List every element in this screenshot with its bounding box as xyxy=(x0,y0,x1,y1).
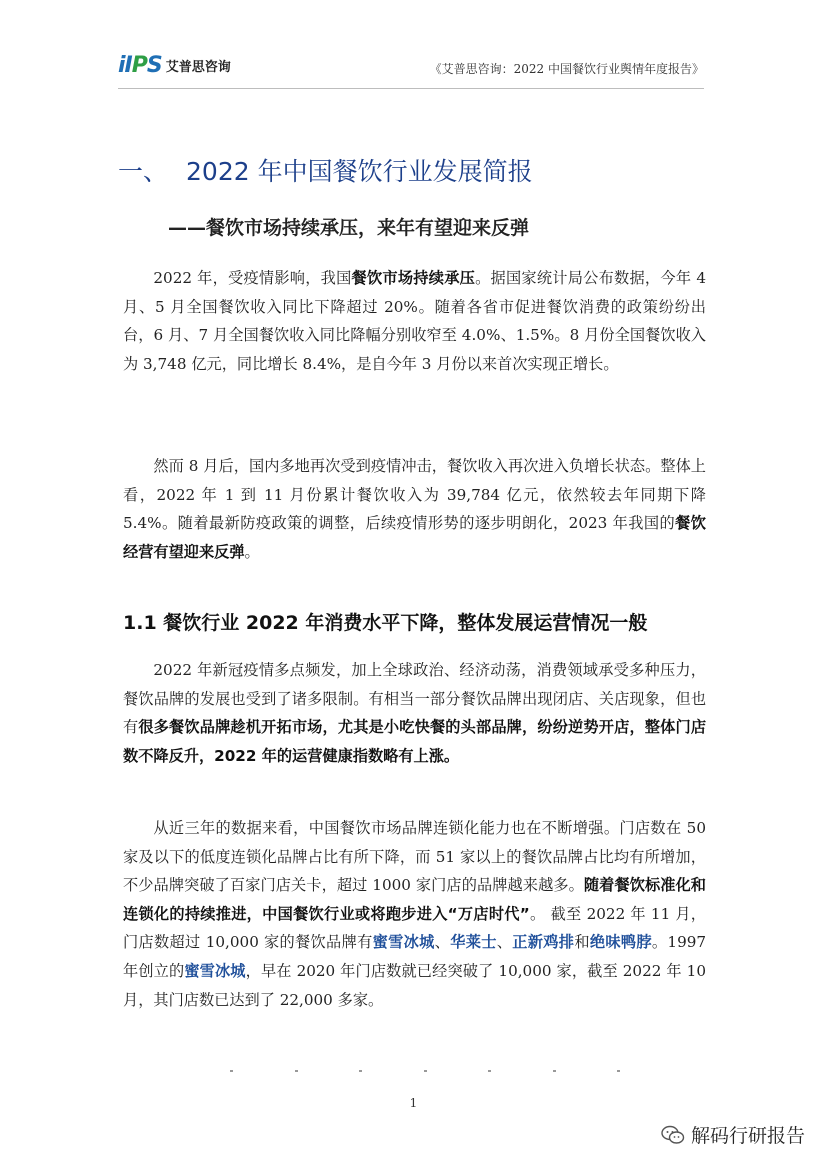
wechat-account-name: 解码行研报告 xyxy=(690,1125,805,1147)
brand-name: 华莱士 xyxy=(450,933,497,952)
page-number: 1 xyxy=(409,1096,418,1110)
body-text: 2022 年，受疫情影响，我国 xyxy=(153,269,352,287)
body-text: 。据国家统计局公布数据，今年 4 月、5 月全国餐饮收入同比下降超过 20%。随着各省市促进餐饮消费的政策纷纷出台，6 月、7 月全国餐饮收入同比降幅分别收窄至 4.0%、1.5%。8 月份全国餐饮收入为 3,748 亿元，同比增长 8.4%，是自今年 3 月份以来首次实现正增长。 xyxy=(123,269,706,373)
paragraph-2 xyxy=(123,452,706,566)
body-text: 。 xyxy=(244,542,260,561)
body-text: 然而 8 月后，国内多地再次受到疫情冲击，餐饮收入再次进入负增长状态。整体上看，2022 年 1 到 11 月份累计餐饮收入为 39,784 亿元，依然较去年同期下降 5.4%。随着最新防疫政策的调整，后续疫情形势的逐步明朗化，2023 年我国的 xyxy=(123,457,706,533)
body-text: 。 截至 2022 年 11 月，门店数超过 10,000 家的餐饮品牌有 xyxy=(123,904,706,952)
emphasis-text: 餐饮市场持续承压 xyxy=(351,269,476,287)
body-text: 、 xyxy=(434,933,451,952)
body-text: ，早在 2020 年门店数就已经突破了 10,000 家，截至 2022 年 10 月，其门店数已达到了 22,000 多家。 xyxy=(123,961,707,1009)
body-text: 和 xyxy=(574,933,590,952)
wechat-watermark xyxy=(661,1121,805,1148)
paragraph-1 xyxy=(123,264,706,378)
body-text: 2022 年新冠疫情多点频发，加上全球政治、经济动荡，消费领域承受多种压力，餐饮品牌的发展也受到了诸多限制。有相当一部分餐饮品牌出现闭店、关店现象，但也有 xyxy=(123,661,706,737)
logo-mark: iIPS xyxy=(118,52,162,78)
document-title: 《艾普思咨询：2022 中国餐饮行业舆情年度报告》 xyxy=(429,62,704,76)
company-logo xyxy=(118,50,231,80)
paragraph-3 xyxy=(123,656,706,770)
emphasis-text: 餐饮经营有望迎来反弹 xyxy=(123,514,706,561)
section-subtitle: ——餐饮市场持续承压，来年有望迎来反弹 xyxy=(168,217,530,239)
brand-name: 正新鸡排 xyxy=(512,933,575,952)
body-text: 。1997 年创立的 xyxy=(123,933,707,980)
brand-name: 蜜雪冰城 xyxy=(184,961,246,980)
paragraph-4 xyxy=(123,814,706,1014)
body-text: 从近三年的数据来看，中国餐饮市场品牌连锁化能力也在不断增强。门店数在 50 家及以下的低度连锁化品牌占比有所下降，而 51 家以上的餐饮品牌占比均有所增加，不少品牌突破了百家门店关卡，超过 1000 家门店的品牌越来越多。 xyxy=(123,819,706,895)
wechat-icon xyxy=(661,1124,685,1146)
brand-name: 蜜雪冰城 xyxy=(372,933,435,952)
brand-name: 绝味鸭脖 xyxy=(589,933,652,952)
body-text: 、 xyxy=(496,933,513,952)
section-title: 2022 年中国餐饮行业发展简报 xyxy=(186,157,533,186)
logo-text: 艾普思咨询 xyxy=(165,59,231,75)
page-header xyxy=(118,46,704,89)
section-number: 一、 xyxy=(118,157,169,186)
subsection-heading: 1.1 餐饮行业 2022 年消费水平下降，整体发展运营情况一般 xyxy=(123,612,648,634)
emphasis-text: 随着餐饮标准化和连锁化的持续推进，中国餐饮行业或将跑步进入“万店时代” xyxy=(123,876,706,923)
emphasis-text: 很多餐饮品牌趁机开拓市场，尤其是小吃快餐的头部品牌，纷纷逆势开店，整体门店数不降反升，2022 年的运营健康指数略有上涨。 xyxy=(123,718,707,765)
separator-dots xyxy=(230,1070,620,1072)
section-heading xyxy=(118,152,533,188)
